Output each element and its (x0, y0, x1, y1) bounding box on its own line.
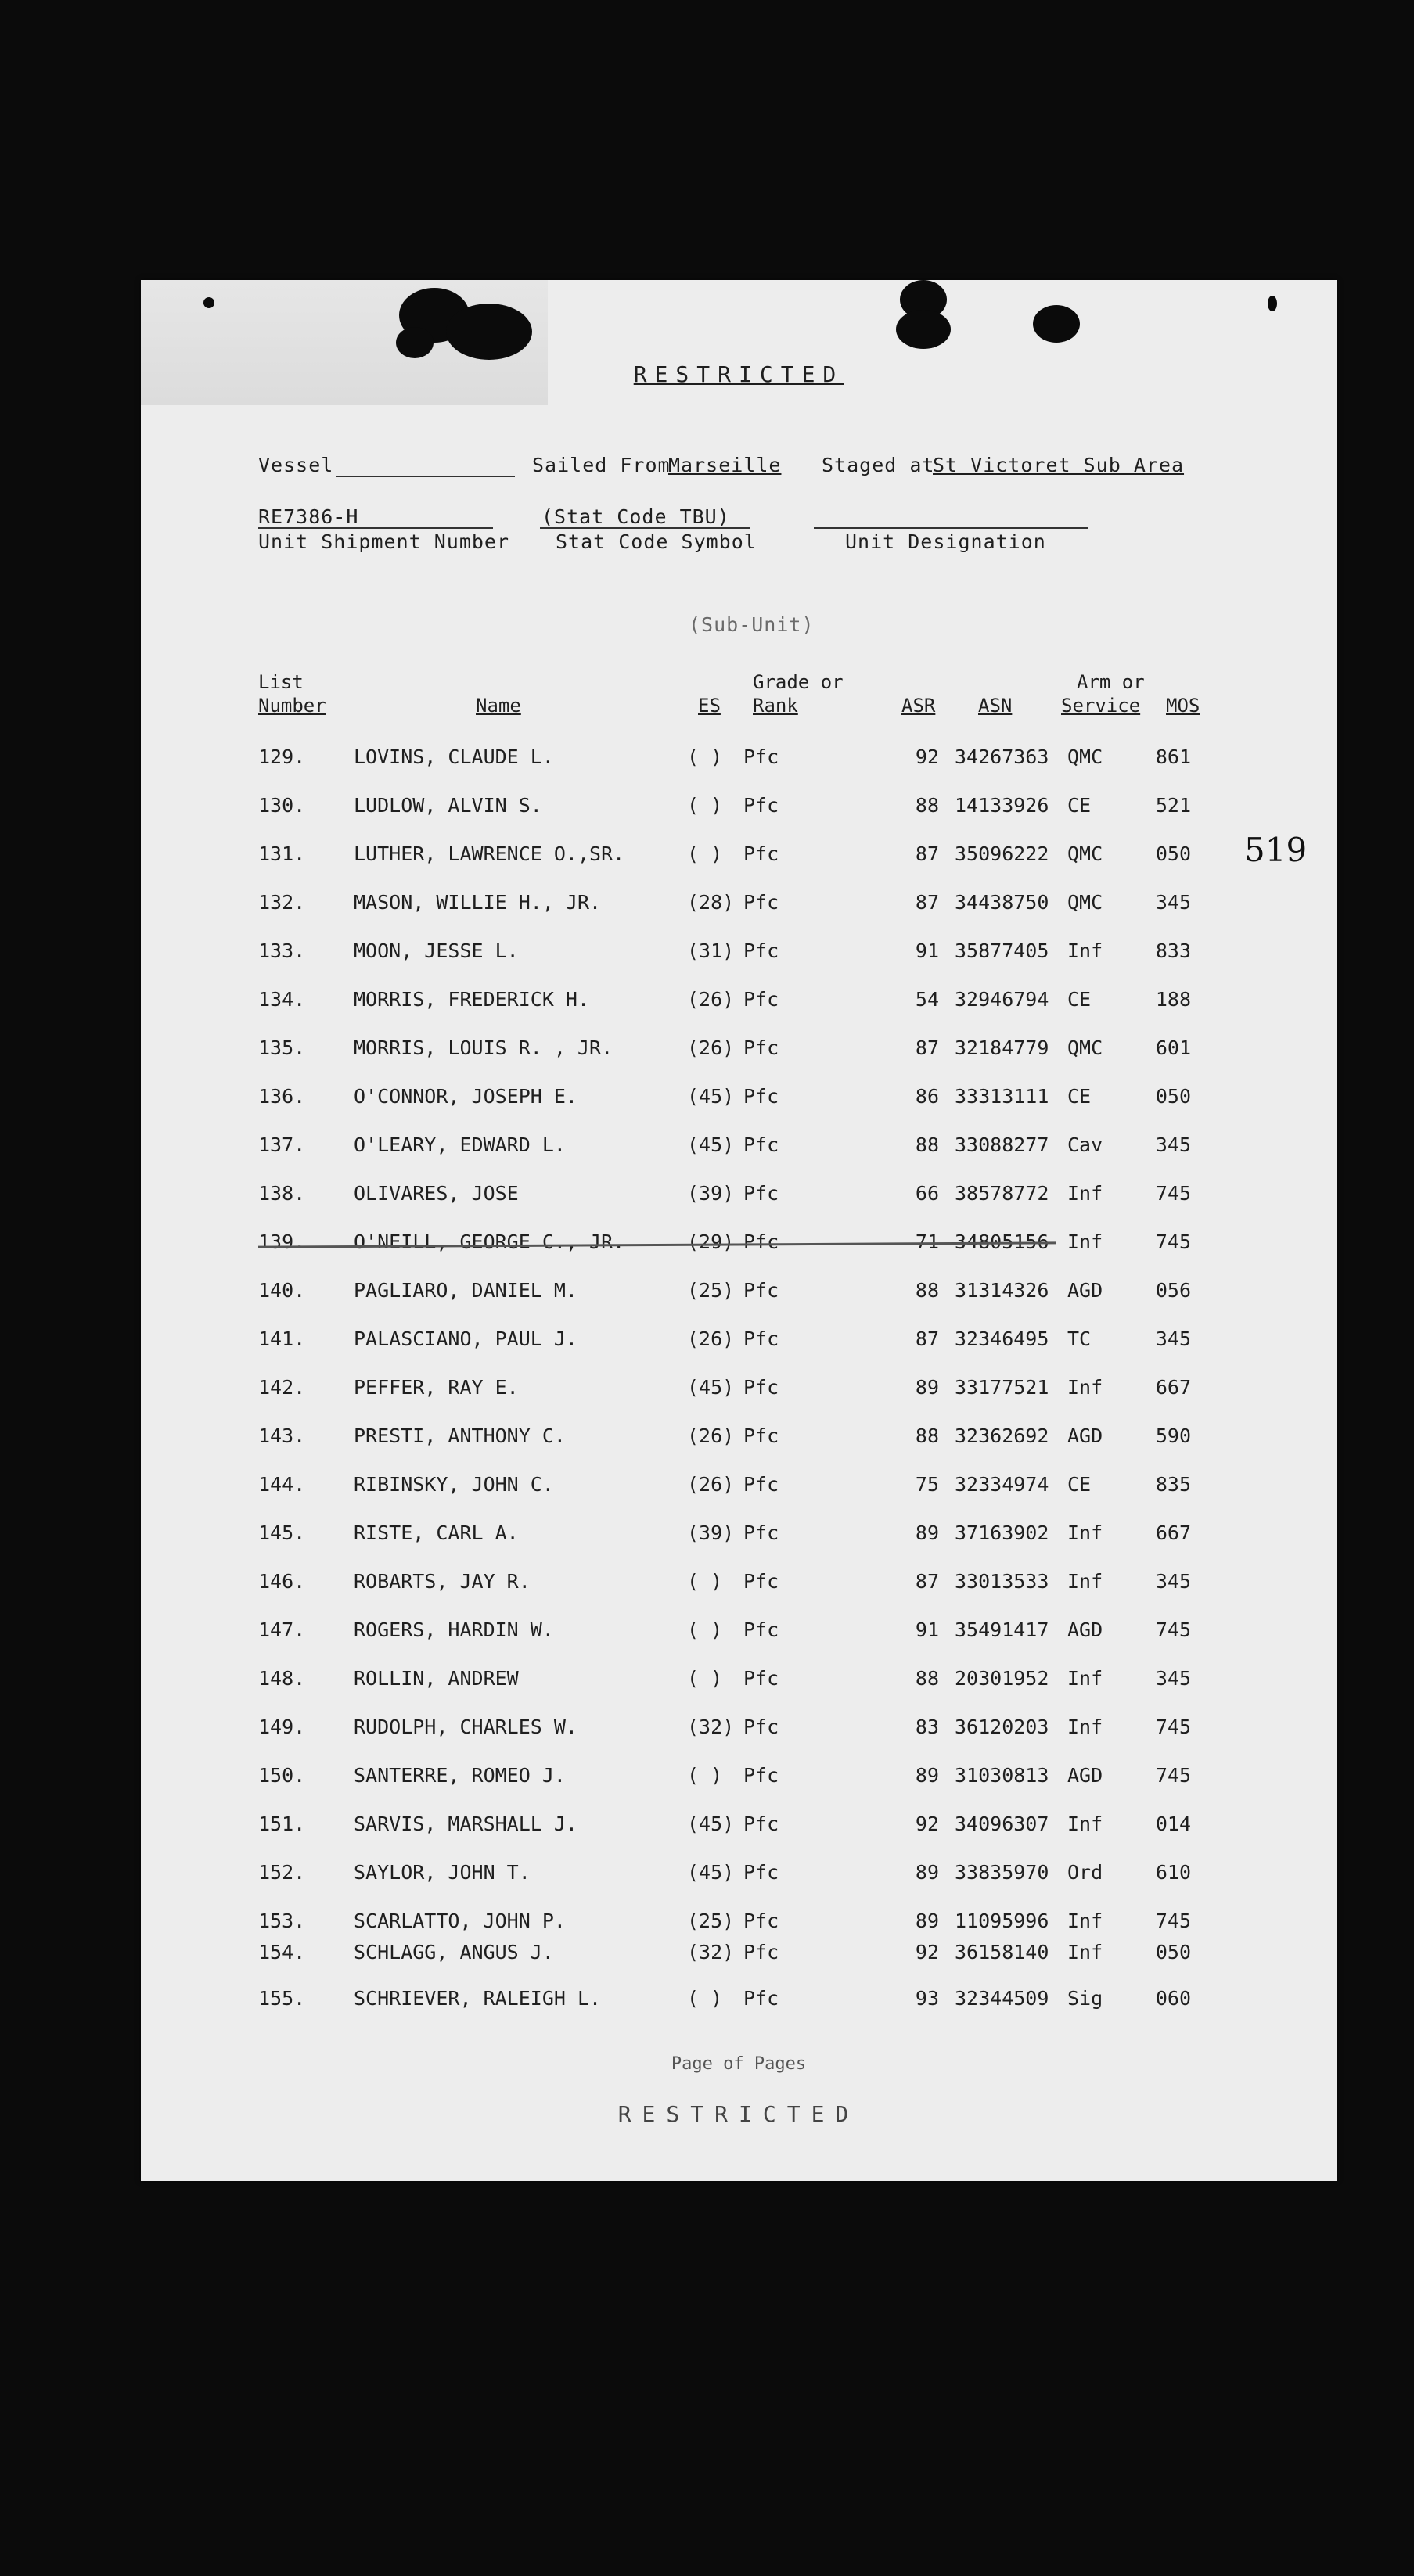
es-value: (29) (687, 1231, 735, 1253)
asr-value: 88 (915, 1425, 939, 1447)
list-number: 149. (258, 1716, 306, 1738)
asn-value: 35491417 (955, 1619, 1049, 1641)
table-row (141, 1279, 1337, 1318)
mos-value: 667 (1155, 1522, 1191, 1544)
col-grade-top: Grade or (753, 671, 844, 693)
soldier-name: MASON, WILLIE H., JR. (354, 891, 602, 914)
col-es: ES (698, 695, 721, 717)
asr-value: 89 (915, 1764, 939, 1787)
asr-value: 87 (915, 842, 939, 865)
asn-value: 33313111 (955, 1085, 1049, 1108)
col-asr: ASR (901, 695, 936, 717)
ink-blot (896, 310, 951, 349)
ink-blot (203, 297, 214, 308)
soldier-name: PALASCIANO, PAUL J. (354, 1328, 577, 1350)
soldier-name: SAYLOR, JOHN T. (354, 1861, 531, 1884)
list-number: 150. (258, 1764, 306, 1787)
grade-value: Pfc (743, 1522, 779, 1544)
table-row (141, 1813, 1337, 1852)
asn-value: 14133926 (955, 794, 1049, 817)
arm-service-value: Inf (1067, 1182, 1103, 1205)
sailed-from-label: Sailed From (532, 454, 671, 476)
asr-value: 91 (915, 940, 939, 962)
table-row (141, 1522, 1337, 1561)
grade-value: Pfc (743, 1667, 779, 1690)
asr-value: 88 (915, 1134, 939, 1156)
es-value: (45) (687, 1085, 735, 1108)
es-value: ( ) (687, 794, 723, 817)
asn-value: 20301952 (955, 1667, 1049, 1690)
asr-value: 71 (915, 1231, 939, 1253)
asn-value: 33177521 (955, 1376, 1049, 1399)
soldier-name: SARVIS, MARSHALL J. (354, 1813, 577, 1835)
table-row (141, 891, 1337, 930)
asr-value: 92 (915, 1941, 939, 1963)
sailed-from-value: Marseille (668, 454, 782, 476)
grade-value: Pfc (743, 1376, 779, 1399)
sub-unit-label: (Sub-Unit) (689, 613, 815, 636)
mos-value: 861 (1155, 745, 1191, 768)
page-indicator: Page of Pages (671, 2054, 807, 2074)
asn-value: 35877405 (955, 940, 1049, 962)
ink-blot (396, 327, 434, 358)
col-grade-bottom: Rank (753, 695, 798, 717)
mos-value: 745 (1155, 1764, 1191, 1787)
es-value: ( ) (687, 1619, 723, 1641)
mos-value: 056 (1155, 1279, 1191, 1302)
arm-service-value: AGD (1067, 1764, 1103, 1787)
unit-shipment-line (258, 527, 493, 529)
mos-value: 745 (1155, 1910, 1191, 1932)
table-row (141, 1134, 1337, 1173)
arm-service-value: Inf (1067, 1376, 1103, 1399)
asr-value: 88 (915, 1667, 939, 1690)
col-mos: MOS (1166, 695, 1200, 717)
stat-code-value: (Stat Code TBU) (541, 505, 730, 528)
asr-value: 87 (915, 1570, 939, 1593)
asn-value: 35096222 (955, 842, 1049, 865)
list-number: 136. (258, 1085, 306, 1108)
table-row (141, 1328, 1337, 1367)
soldier-name: MORRIS, LOUIS R. , JR. (354, 1037, 613, 1059)
col-name: Name (476, 695, 521, 717)
table-row (141, 1619, 1337, 1658)
grade-value: Pfc (743, 891, 779, 914)
asr-value: 83 (915, 1716, 939, 1738)
staged-at-value: St Victoret Sub Area (933, 454, 1185, 476)
arm-service-value: Sig (1067, 1987, 1103, 2010)
table-row (141, 1085, 1337, 1124)
list-number: 132. (258, 891, 306, 914)
list-number: 146. (258, 1570, 306, 1593)
es-value: (45) (687, 1376, 735, 1399)
mos-value: 050 (1155, 1085, 1191, 1108)
restricted-footer: RESTRICTED (617, 2101, 860, 2127)
grade-value: Pfc (743, 1987, 779, 2010)
mos-value: 345 (1155, 891, 1191, 914)
grade-value: Pfc (743, 1716, 779, 1738)
table-row (141, 1570, 1337, 1609)
arm-service-value: AGD (1067, 1425, 1103, 1447)
list-number: 134. (258, 988, 306, 1011)
col-list-bottom: Number (258, 695, 326, 717)
vessel-label: Vessel (258, 454, 334, 476)
table-row (141, 1037, 1337, 1076)
soldier-name: OLIVARES, JOSE (354, 1182, 519, 1205)
list-number: 153. (258, 1910, 306, 1932)
arm-service-value: Cav (1067, 1134, 1103, 1156)
soldier-name: ROBARTS, JAY R. (354, 1570, 531, 1593)
list-number: 145. (258, 1522, 306, 1544)
arm-service-value: CE (1067, 1473, 1092, 1496)
asr-value: 89 (915, 1861, 939, 1884)
list-number: 135. (258, 1037, 306, 1059)
list-number: 154. (258, 1941, 306, 1963)
arm-service-value: QMC (1067, 842, 1103, 865)
asr-value: 86 (915, 1085, 939, 1108)
soldier-name: SANTERRE, ROMEO J. (354, 1764, 566, 1787)
ink-blot (1268, 296, 1277, 311)
mos-value: 833 (1155, 940, 1191, 962)
grade-value: Pfc (743, 988, 779, 1011)
grade-value: Pfc (743, 1473, 779, 1496)
arm-service-value: CE (1067, 794, 1092, 817)
es-value: (31) (687, 940, 735, 962)
grade-value: Pfc (743, 1861, 779, 1884)
list-number: 143. (258, 1425, 306, 1447)
soldier-name: ROGERS, HARDIN W. (354, 1619, 554, 1641)
unit-designation-label: Unit Designation (845, 530, 1046, 553)
mos-value: 745 (1155, 1182, 1191, 1205)
grade-value: Pfc (743, 1619, 779, 1641)
document-page (141, 280, 1337, 2181)
grade-value: Pfc (743, 1813, 779, 1835)
mos-value: 345 (1155, 1328, 1191, 1350)
list-number: 130. (258, 794, 306, 817)
soldier-name: O'LEARY, EDWARD L. (354, 1134, 566, 1156)
mos-value: 345 (1155, 1570, 1191, 1593)
mos-value: 345 (1155, 1667, 1191, 1690)
soldier-name: PRESTI, ANTHONY C. (354, 1425, 566, 1447)
asr-value: 87 (915, 1037, 939, 1059)
mos-value: 590 (1155, 1425, 1191, 1447)
table-row (141, 940, 1337, 979)
es-value: (45) (687, 1134, 735, 1156)
list-number: 152. (258, 1861, 306, 1884)
soldier-name: SCHLAGG, ANGUS J. (354, 1941, 554, 1963)
table-row (141, 745, 1337, 785)
unit-shipment-label: Unit Shipment Number (258, 530, 510, 553)
grade-value: Pfc (743, 1134, 779, 1156)
asr-value: 92 (915, 745, 939, 768)
arm-service-value: AGD (1067, 1279, 1103, 1302)
es-value: (25) (687, 1279, 735, 1302)
es-value: ( ) (687, 745, 723, 768)
arm-service-value: Inf (1067, 1813, 1103, 1835)
es-value: (26) (687, 1328, 735, 1350)
mos-value: 610 (1155, 1861, 1191, 1884)
arm-service-value: Inf (1067, 1716, 1103, 1738)
list-number: 141. (258, 1328, 306, 1350)
mos-value: 188 (1155, 988, 1191, 1011)
restricted-title: RESTRICTED (633, 361, 844, 387)
asn-value: 32334974 (955, 1473, 1049, 1496)
soldier-name: O'NEILL, GEORGE C., JR. (354, 1231, 625, 1253)
soldier-name: RISTE, CARL A. (354, 1522, 519, 1544)
mos-value: 060 (1155, 1987, 1191, 2010)
asr-value: 89 (915, 1522, 939, 1544)
es-value: ( ) (687, 842, 723, 865)
asr-value: 88 (915, 1279, 939, 1302)
grade-value: Pfc (743, 842, 779, 865)
es-value: (26) (687, 988, 735, 1011)
mos-value: 745 (1155, 1231, 1191, 1253)
asr-value: 92 (915, 1813, 939, 1835)
asn-value: 33013533 (955, 1570, 1049, 1593)
grade-value: Pfc (743, 1941, 779, 1963)
ink-blot (1033, 305, 1080, 343)
list-number: 140. (258, 1279, 306, 1302)
grade-value: Pfc (743, 1764, 779, 1787)
arm-service-value: Ord (1067, 1861, 1103, 1884)
stat-code-label: Stat Code Symbol (556, 530, 757, 553)
es-value: (25) (687, 1910, 735, 1932)
asr-value: 89 (915, 1910, 939, 1932)
arm-service-value: Inf (1067, 940, 1103, 962)
grade-value: Pfc (743, 1182, 779, 1205)
unit-shipment-value: RE7386-H (258, 505, 359, 528)
staged-at-label: Staged at (822, 454, 935, 476)
grade-value: Pfc (743, 940, 779, 962)
mos-value: 050 (1155, 1941, 1191, 1963)
mos-value: 667 (1155, 1376, 1191, 1399)
grade-value: Pfc (743, 1425, 779, 1447)
asn-value: 34267363 (955, 745, 1049, 768)
list-number: 148. (258, 1667, 306, 1690)
arm-service-value: Inf (1067, 1910, 1103, 1932)
soldier-name: LOVINS, CLAUDE L. (354, 745, 554, 768)
soldier-name: ROLLIN, ANDREW (354, 1667, 519, 1690)
table-row (141, 1667, 1337, 1706)
asn-value: 34438750 (955, 891, 1049, 914)
asn-value: 32362692 (955, 1425, 1049, 1447)
arm-service-value: QMC (1067, 1037, 1103, 1059)
es-value: (39) (687, 1182, 735, 1205)
table-row (141, 1473, 1337, 1512)
table-row (141, 1716, 1337, 1755)
col-list-top: List (258, 671, 304, 693)
list-number: 155. (258, 1987, 306, 2010)
mos-value: 521 (1155, 794, 1191, 817)
mos-value: 014 (1155, 1813, 1191, 1835)
soldier-name: RUDOLPH, CHARLES W. (354, 1716, 577, 1738)
asr-value: 66 (915, 1182, 939, 1205)
asn-value: 11095996 (955, 1910, 1049, 1932)
table-row (141, 1764, 1337, 1803)
table-row (141, 988, 1337, 1027)
list-number: 147. (258, 1619, 306, 1641)
es-value: ( ) (687, 1667, 723, 1690)
mos-value: 835 (1155, 1473, 1191, 1496)
arm-service-value: Inf (1067, 1231, 1103, 1253)
asn-value: 32344509 (955, 1987, 1049, 2010)
es-value: (26) (687, 1425, 735, 1447)
list-number: 142. (258, 1376, 306, 1399)
asn-value: 31030813 (955, 1764, 1049, 1787)
stat-code-line (540, 527, 750, 529)
mos-value: 601 (1155, 1037, 1191, 1059)
asr-value: 54 (915, 988, 939, 1011)
list-number: 151. (258, 1813, 306, 1835)
grade-value: Pfc (743, 1910, 779, 1932)
list-number: 133. (258, 940, 306, 962)
asn-value: 32346495 (955, 1328, 1049, 1350)
col-arm-bottom: Service (1061, 695, 1141, 717)
asn-value: 31314326 (955, 1279, 1049, 1302)
table-row (141, 842, 1337, 882)
arm-service-value: TC (1067, 1328, 1092, 1350)
mos-value: 745 (1155, 1619, 1191, 1641)
table-row (141, 1376, 1337, 1415)
table-row (141, 1861, 1337, 1900)
col-asn: ASN (978, 695, 1013, 717)
asn-value: 32184779 (955, 1037, 1049, 1059)
soldier-name: SCHRIEVER, RALEIGH L. (354, 1987, 602, 2010)
soldier-name: PAGLIARO, DANIEL M. (354, 1279, 577, 1302)
grade-value: Pfc (743, 794, 779, 817)
es-value: ( ) (687, 1764, 723, 1787)
arm-service-value: Inf (1067, 1667, 1103, 1690)
soldier-name: RIBINSKY, JOHN C. (354, 1473, 554, 1496)
mos-value: 745 (1155, 1716, 1191, 1738)
soldier-name: LUDLOW, ALVIN S. (354, 794, 542, 817)
table-row (141, 1425, 1337, 1464)
ink-blot (446, 304, 532, 360)
arm-service-value: QMC (1067, 745, 1103, 768)
arm-service-value: CE (1067, 1085, 1092, 1108)
list-number: 131. (258, 842, 306, 865)
arm-service-value: Inf (1067, 1522, 1103, 1544)
table-row (141, 1941, 1337, 1980)
es-value: (28) (687, 891, 735, 914)
asr-value: 88 (915, 794, 939, 817)
es-value: ( ) (687, 1987, 723, 2010)
grade-value: Pfc (743, 1231, 779, 1253)
table-row (141, 1182, 1337, 1221)
grade-value: Pfc (743, 1328, 779, 1350)
asn-value: 32946794 (955, 988, 1049, 1011)
soldier-name: O'CONNOR, JOSEPH E. (354, 1085, 577, 1108)
es-value: (32) (687, 1716, 735, 1738)
grade-value: Pfc (743, 1085, 779, 1108)
soldier-name: LUTHER, LAWRENCE O.,SR. (354, 842, 625, 865)
es-value: ( ) (687, 1570, 723, 1593)
vessel-line (336, 476, 515, 477)
table-row (141, 794, 1337, 833)
arm-service-value: CE (1067, 988, 1092, 1011)
asn-value: 34805156 (955, 1231, 1049, 1253)
grade-value: Pfc (743, 745, 779, 768)
asn-value: 37163902 (955, 1522, 1049, 1544)
list-number: 138. (258, 1182, 306, 1205)
asr-value: 89 (915, 1376, 939, 1399)
soldier-name: PEFFER, RAY E. (354, 1376, 519, 1399)
asn-value: 36120203 (955, 1716, 1049, 1738)
soldier-name: SCARLATTO, JOHN P. (354, 1910, 566, 1932)
es-value: (45) (687, 1813, 735, 1835)
soldier-name: MOON, JESSE L. (354, 940, 519, 962)
unit-designation-line (814, 527, 1088, 529)
arm-service-value: Inf (1067, 1570, 1103, 1593)
es-value: (45) (687, 1861, 735, 1884)
col-arm-top: Arm or (1077, 671, 1145, 693)
es-value: (32) (687, 1941, 735, 1963)
asr-value: 75 (915, 1473, 939, 1496)
grade-value: Pfc (743, 1279, 779, 1302)
table-row (141, 1987, 1337, 2026)
arm-service-value: Inf (1067, 1941, 1103, 1963)
asr-value: 91 (915, 1619, 939, 1641)
asn-value: 36158140 (955, 1941, 1049, 1963)
asn-value: 38578772 (955, 1182, 1049, 1205)
list-number: 137. (258, 1134, 306, 1156)
margin-number: 519 (1244, 831, 1308, 869)
soldier-name: MORRIS, FREDERICK H. (354, 988, 590, 1011)
list-number: 139. (258, 1231, 306, 1253)
asn-value: 34096307 (955, 1813, 1049, 1835)
asr-value: 87 (915, 891, 939, 914)
list-number: 129. (258, 745, 306, 768)
asn-value: 33088277 (955, 1134, 1049, 1156)
es-value: (26) (687, 1473, 735, 1496)
asr-value: 87 (915, 1328, 939, 1350)
mos-value: 345 (1155, 1134, 1191, 1156)
grade-value: Pfc (743, 1570, 779, 1593)
arm-service-value: QMC (1067, 891, 1103, 914)
es-value: (39) (687, 1522, 735, 1544)
es-value: (26) (687, 1037, 735, 1059)
mos-value: 050 (1155, 842, 1191, 865)
grade-value: Pfc (743, 1037, 779, 1059)
arm-service-value: AGD (1067, 1619, 1103, 1641)
list-number: 144. (258, 1473, 306, 1496)
asn-value: 33835970 (955, 1861, 1049, 1884)
asr-value: 93 (915, 1987, 939, 2010)
table-row (141, 1231, 1337, 1270)
